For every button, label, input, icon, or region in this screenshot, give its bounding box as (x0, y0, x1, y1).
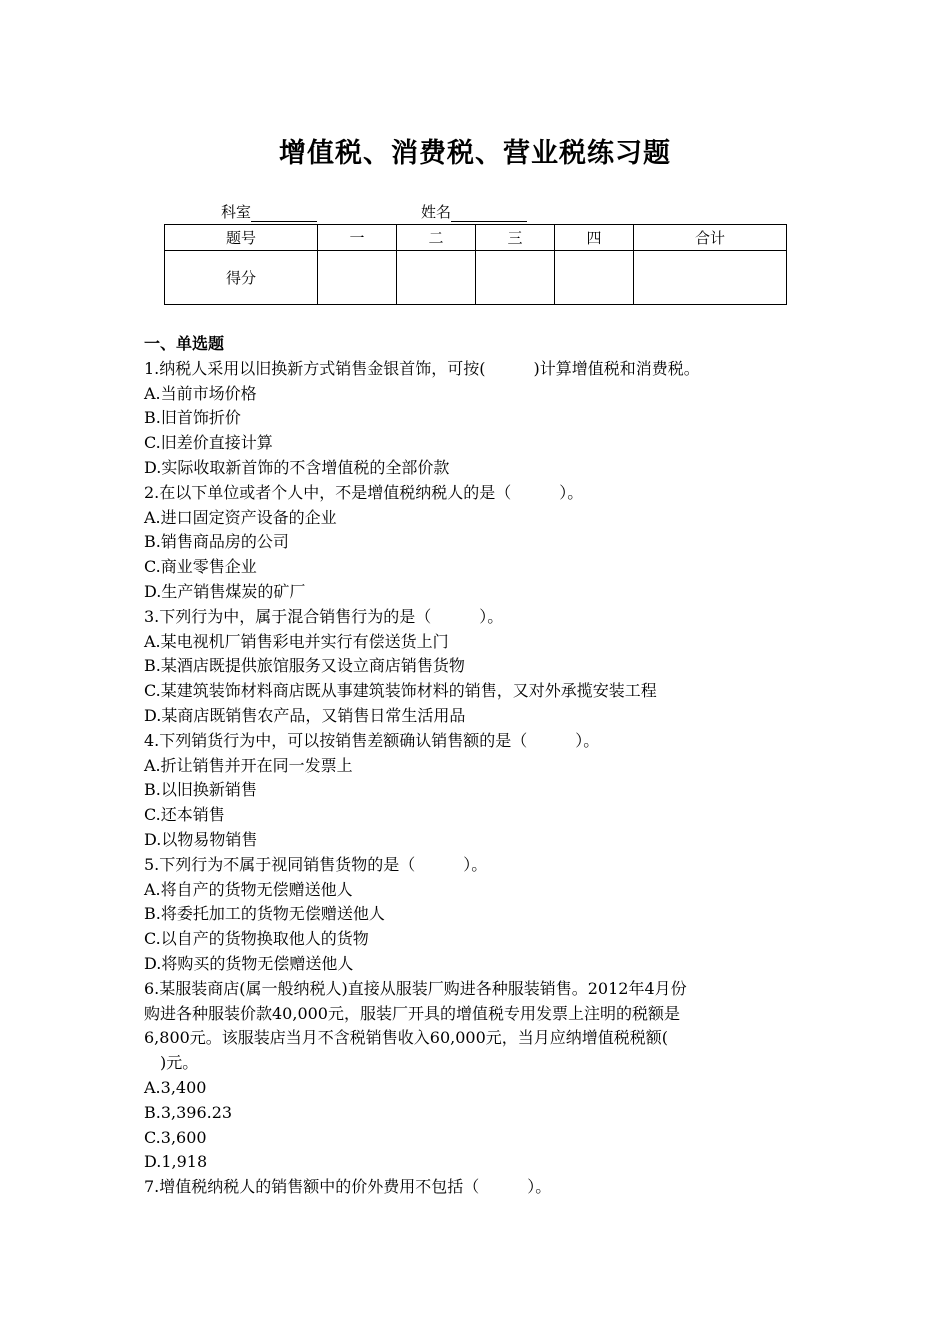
answer-option: A.某电视机厂销售彩电并实行有偿送货上门 (144, 631, 449, 651)
answer-option: D.某商店既销售农产品，又销售日常生活用品 (144, 705, 466, 725)
header-cell: 合计 (633, 225, 786, 251)
name-field (421, 201, 527, 222)
page-title: 增值税、消费税、营业税练习题 (279, 138, 671, 169)
section-heading: 一、单选题 (144, 334, 225, 353)
answer-option: A.折让销售并开在同一发票上 (144, 755, 353, 775)
score-row-label: 得分 (165, 251, 318, 305)
answer-option: D.1,918 (144, 1152, 208, 1172)
answer-option: C.旧差价直接计算 (144, 433, 273, 453)
question-stem: 3.下列行为中，属于混合销售行为的是（ ）。 (144, 606, 504, 626)
answer-option: B.旧首饰折价 (144, 408, 241, 428)
score-cell (554, 251, 633, 305)
answer-option: D.生产销售煤炭的矿厂 (144, 581, 306, 601)
header-cell: 三 (475, 225, 554, 251)
question-text: )元。 (144, 1053, 199, 1073)
header-cell: 四 (554, 225, 633, 251)
dept-field (221, 201, 317, 222)
answer-option: C.还本销售 (144, 805, 225, 825)
dept-blank (251, 206, 317, 222)
header-cell: 一 (317, 225, 396, 251)
score-cell (317, 251, 396, 305)
score-table (164, 224, 787, 305)
answer-option: C.3,600 (144, 1127, 207, 1147)
answer-option: B.销售商品房的公司 (144, 532, 289, 552)
dept-label: 科室 (221, 203, 252, 221)
answer-option: C.商业零售企业 (144, 557, 257, 577)
answer-option: A.将自产的货物无偿赠送他人 (144, 879, 353, 899)
header-cell: 题号 (165, 225, 318, 251)
question-stem: 7.增值税纳税人的销售额中的价外费用不包括（ ）。 (144, 1177, 552, 1197)
question-stem: 4.下列销货行为中，可以按销售差额确认销售额的是（ ）。 (144, 730, 600, 750)
answer-option: D.实际收取新首饰的不含增值税的全部价款 (144, 457, 450, 477)
question-stem: 5.下列行为不属于视同销售货物的是（ ）。 (144, 854, 488, 874)
answer-option: B.以旧换新销售 (144, 780, 257, 800)
score-cell (475, 251, 554, 305)
answer-option: C.某建筑装饰材料商店既从事建筑装饰材料的销售，又对外承揽安装工程 (144, 681, 657, 701)
answer-option: B.将委托加工的货物无偿赠送他人 (144, 904, 385, 924)
answer-option: A.3,400 (144, 1077, 207, 1097)
answer-option: A.当前市场价格 (144, 383, 257, 403)
answer-option: D.以物易物销售 (144, 829, 258, 849)
question-text: 购进各种服装价款40,000元，服装厂开具的增值税专用发票上注明的税额是 (144, 1003, 680, 1023)
answer-option: A.进口固定资产设备的企业 (144, 507, 337, 527)
question-stem: 2.在以下单位或者个人中，不是增值税纳税人的是（ ）。 (144, 482, 584, 502)
name-label: 姓名 (421, 203, 452, 221)
question-stem: 1.纳税人采用以旧换新方式销售金银首饰，可按( )计算增值税和消费税。 (144, 358, 700, 378)
score-cell (396, 251, 475, 305)
answer-option: C.以自产的货物换取他人的货物 (144, 929, 369, 949)
answer-option: D.将购买的货物无偿赠送他人 (144, 953, 354, 973)
question-text: 6,800元。该服装店当月不含税销售收入60,000元，当月应纳增值税税额( (144, 1028, 669, 1048)
score-cell (633, 251, 786, 305)
name-blank (451, 206, 527, 222)
answer-option: B.3,396.23 (144, 1102, 233, 1122)
question-list (144, 332, 814, 1200)
score-row (165, 251, 787, 305)
question-stem: 6.某服装商店(属一般纳税人)直接从服装厂购进各种服装销售。2012年4月份 (144, 978, 687, 998)
answer-option: B.某酒店既提供旅馆服务又设立商店销售货物 (144, 656, 465, 676)
score-header-row (165, 225, 787, 251)
header-cell: 二 (396, 225, 475, 251)
